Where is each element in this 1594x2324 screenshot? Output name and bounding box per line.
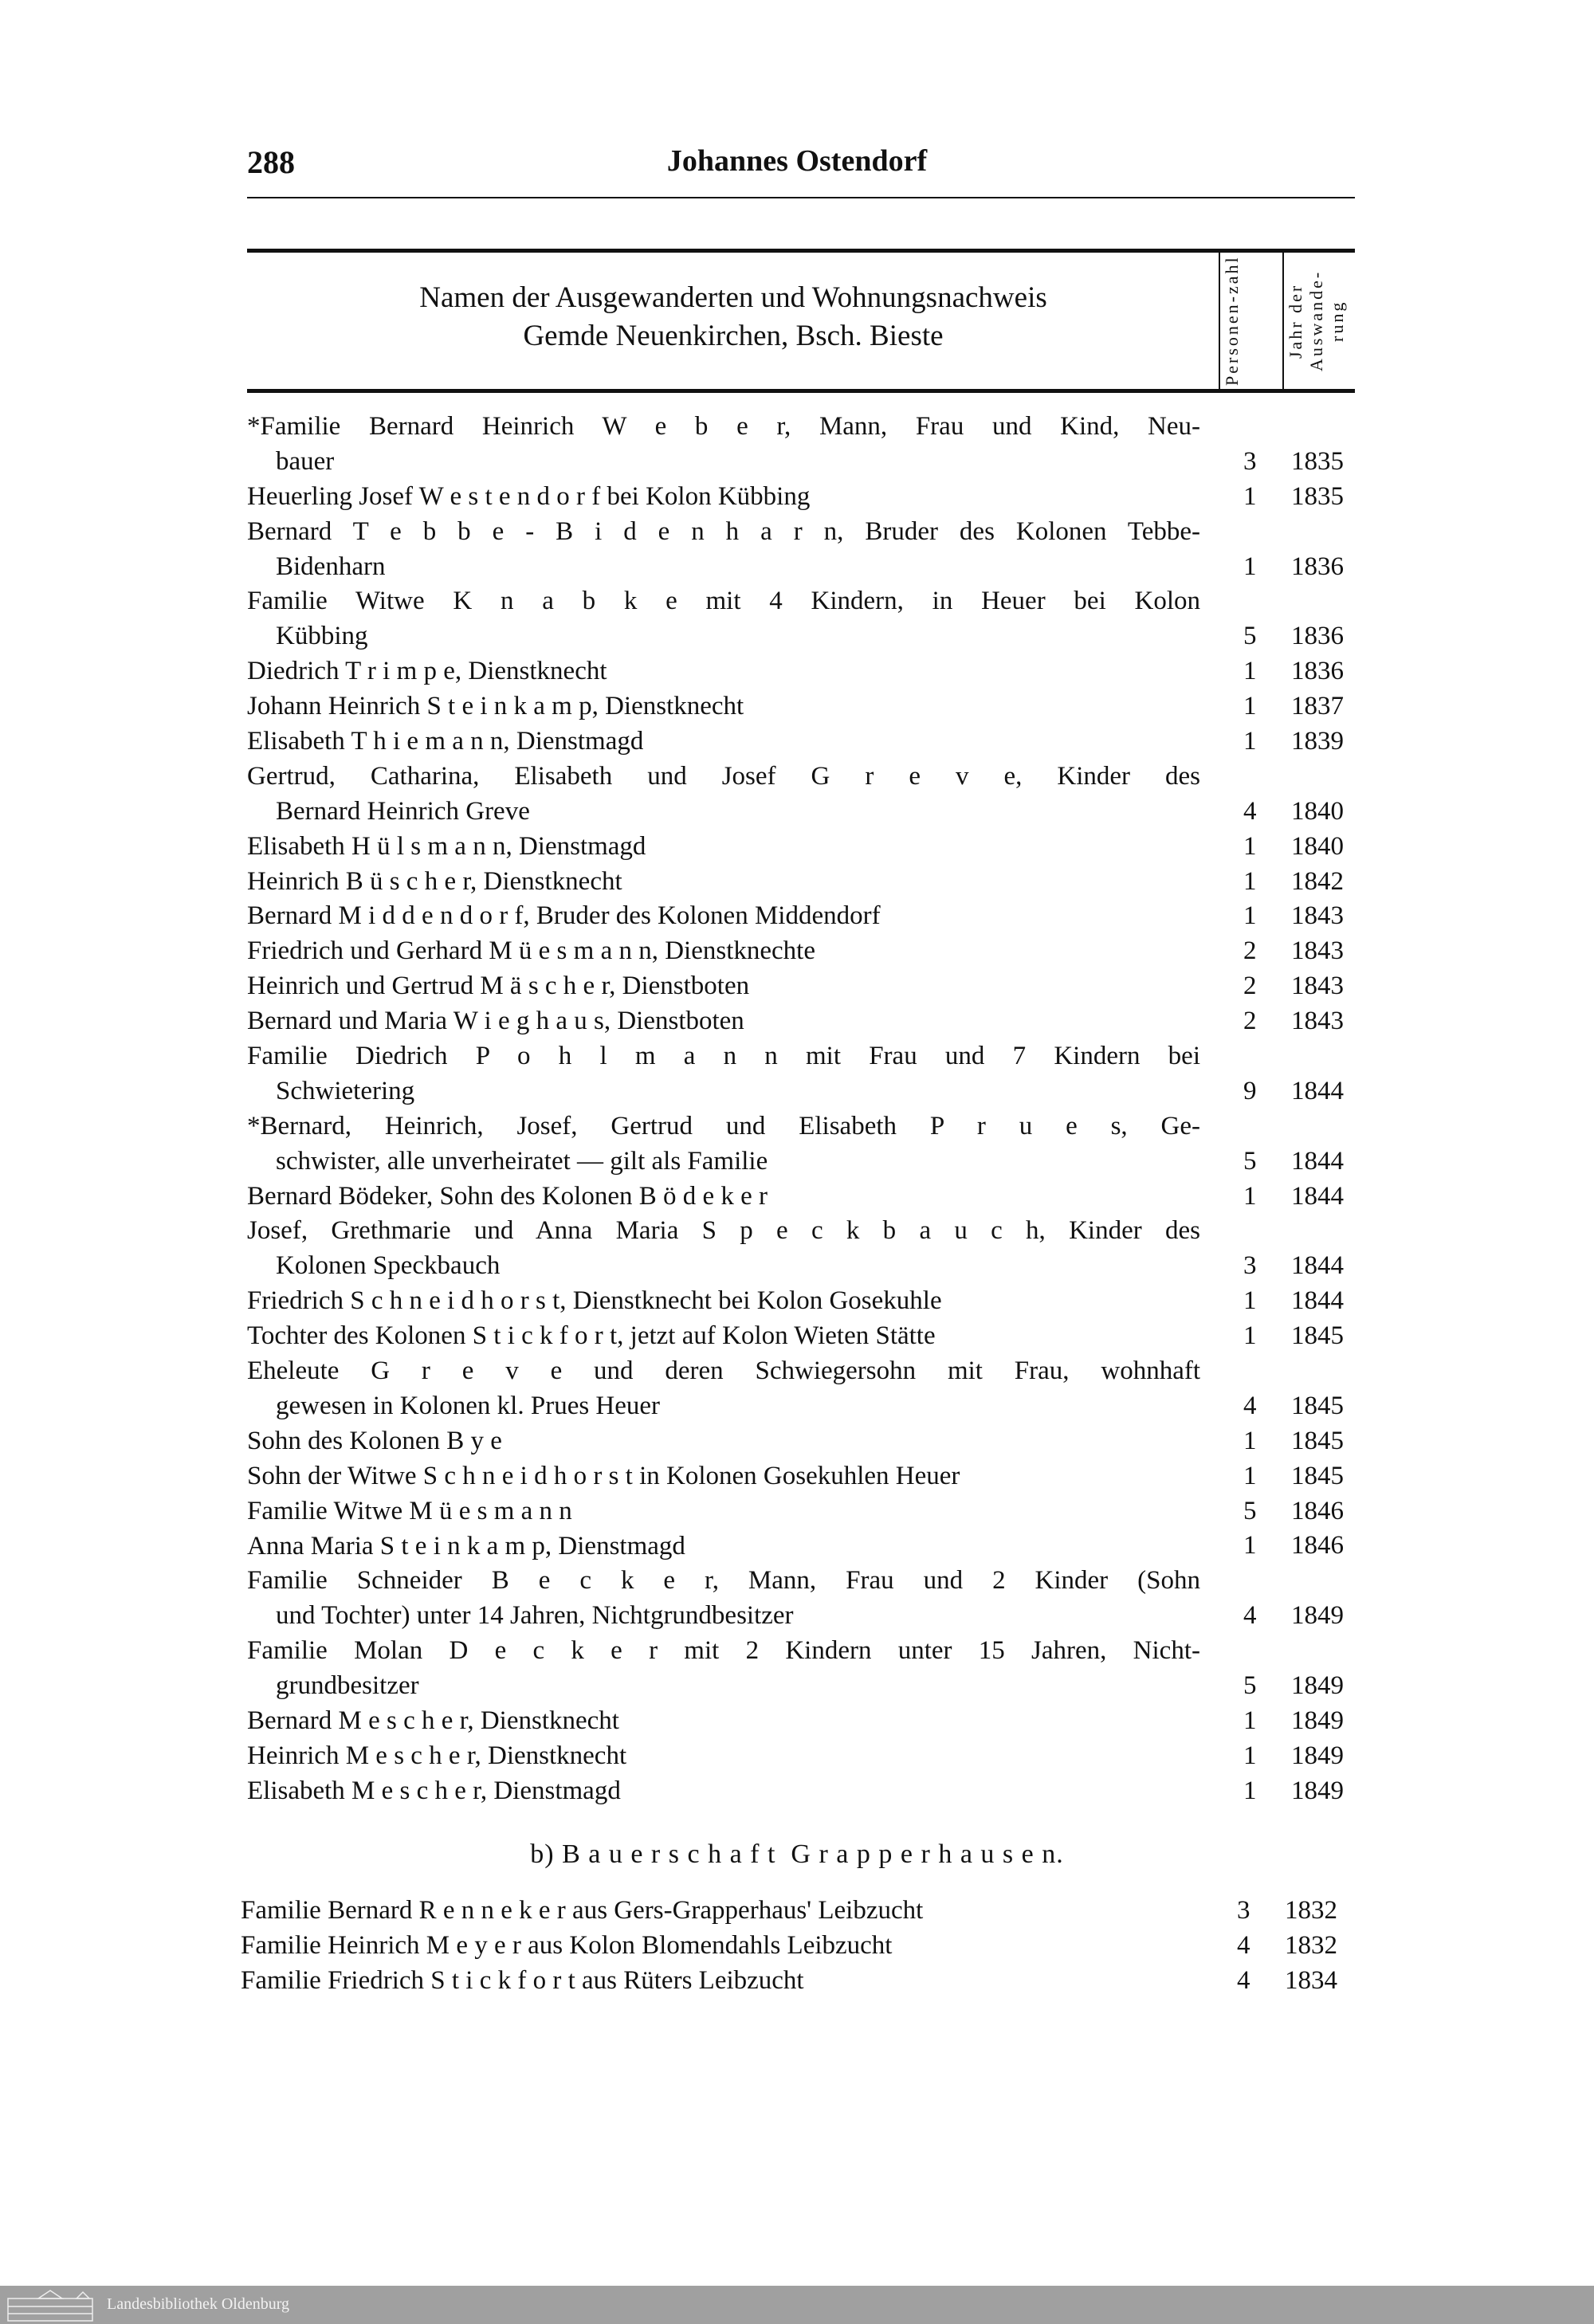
emigration-year: 1836 xyxy=(1291,552,1344,581)
person-count: 1 xyxy=(1243,481,1257,511)
person-count: 1 xyxy=(1243,1461,1257,1490)
emigration-year: 1844 xyxy=(1291,1286,1344,1316)
entry-text-line: Heinrich und Gertrud M ä s c h e r, Dienstboten xyxy=(247,972,750,1001)
entry-text-line: Familie Diedrich P o h l m a n n mit Frau und 7 Kindern bei xyxy=(247,1042,1200,1071)
header-rule xyxy=(247,197,1355,198)
emigration-year: 1845 xyxy=(1291,1426,1344,1455)
list-item xyxy=(241,1929,1356,1964)
list-item xyxy=(247,1529,1363,1564)
entry-text-line: Bernard Heinrich Greve xyxy=(276,796,530,826)
list-item xyxy=(247,1354,1363,1424)
entry-text-line: Heinrich M e s c h e r, Dienstknecht xyxy=(247,1741,627,1770)
person-count: 5 xyxy=(1243,622,1257,651)
entry-text-line: Friedrich und Gerhard M ü e s m a n n, Dienstknechte xyxy=(247,936,815,966)
list-item xyxy=(241,1964,1356,1999)
entry-text-line: Elisabeth M e s c h e r, Dienstmagd xyxy=(247,1776,621,1805)
page-number: 288 xyxy=(247,144,295,180)
entry-text-line: Familie Heinrich M e y e r aus Kolon Blomendahls Leibzucht xyxy=(241,1930,893,1960)
emigration-year: 1844 xyxy=(1291,1181,1344,1211)
entry-text-line: Bernard M e s c h e r, Dienstknecht xyxy=(247,1706,619,1735)
entry-text-line: Josef, Grethmarie und Anna Maria S p e c k b a u c h, Kinder des xyxy=(247,1216,1200,1246)
entry-text-line: Heinrich B ü s c h e r, Dienstknecht xyxy=(247,866,622,896)
list-item xyxy=(247,1039,1363,1109)
emigration-year: 1844 xyxy=(1291,1076,1344,1105)
emigration-year: 1845 xyxy=(1291,1391,1344,1420)
person-count: 1 xyxy=(1243,552,1257,581)
list-item xyxy=(247,410,1363,480)
entry-text-line: schwister, alle unverheiratet — gilt als Familie xyxy=(276,1146,768,1176)
person-count: 3 xyxy=(1243,446,1257,476)
emigration-year: 1845 xyxy=(1291,1321,1344,1351)
entry-text-line: Bidenharn xyxy=(276,552,386,581)
list-item xyxy=(247,830,1363,865)
list-item xyxy=(247,969,1363,1004)
emigration-year: 1832 xyxy=(1285,1930,1337,1960)
emigration-year: 1837 xyxy=(1291,692,1344,721)
table-top-rule xyxy=(247,249,1355,253)
list-item xyxy=(247,1284,1363,1319)
column-divider xyxy=(1282,253,1284,389)
list-item xyxy=(247,515,1363,585)
library-building-icon xyxy=(6,2289,94,2322)
list-item xyxy=(247,1774,1363,1809)
person-count: 5 xyxy=(1243,1671,1257,1701)
list-item xyxy=(247,724,1363,760)
list-item xyxy=(247,1180,1363,1215)
person-count: 1 xyxy=(1243,1286,1257,1316)
list-item xyxy=(247,654,1363,689)
emigration-year: 1840 xyxy=(1291,796,1344,826)
entry-text-line: Anna Maria S t e i n k a m p, Dienstmagd xyxy=(247,1531,685,1560)
person-count: 1 xyxy=(1243,831,1257,861)
person-count: 4 xyxy=(1237,1965,1250,1995)
list-item xyxy=(241,1894,1356,1929)
list-item xyxy=(247,899,1363,934)
entry-text-line: grundbesitzer xyxy=(276,1671,419,1701)
list-item xyxy=(247,1494,1363,1529)
person-count: 3 xyxy=(1243,1251,1257,1281)
person-count: 1 xyxy=(1243,1181,1257,1211)
list-item xyxy=(247,1634,1363,1704)
column-header-persons: Personen-zahl xyxy=(1222,255,1242,387)
entry-text-line: Diedrich T r i m p e, Dienstknecht xyxy=(247,657,607,686)
entry-text-line: Schwietering xyxy=(276,1076,415,1105)
person-count: 1 xyxy=(1243,692,1257,721)
list-item xyxy=(247,584,1363,654)
person-count: 4 xyxy=(1243,796,1257,826)
emigration-year: 1843 xyxy=(1291,936,1344,966)
table-title xyxy=(247,279,1219,355)
emigration-year: 1849 xyxy=(1291,1706,1344,1735)
person-count: 1 xyxy=(1243,901,1257,931)
list-item xyxy=(247,1564,1363,1634)
person-count: 1 xyxy=(1243,657,1257,686)
entry-text-line: Kolonen Speckbauch xyxy=(276,1251,501,1281)
emigration-year: 1835 xyxy=(1291,481,1344,511)
table-header-bottom-rule xyxy=(247,389,1355,393)
person-count: 5 xyxy=(1243,1146,1257,1176)
emigration-year: 1849 xyxy=(1291,1671,1344,1701)
entry-text-line: *Bernard, Heinrich, Josef, Gertrud und Elisabeth P r u e s, Ge- xyxy=(247,1111,1200,1140)
entry-text-line: Friedrich S c h n e i d h o r s t, Dienstknecht bei Kolon Gosekuhle xyxy=(247,1286,942,1316)
list-item xyxy=(247,1319,1363,1354)
person-count: 1 xyxy=(1243,866,1257,896)
entry-text-line: Familie Witwe M ü e s m a n n xyxy=(247,1496,572,1525)
entry-text-line: Elisabeth H ü l s m a n n, Dienstmagd xyxy=(247,831,646,861)
emigration-year: 1846 xyxy=(1291,1531,1344,1560)
person-count: 2 xyxy=(1243,972,1257,1001)
emigration-year: 1835 xyxy=(1291,446,1344,476)
entry-text-line: Heuerling Josef W e s t e n d o r f bei Kolon Kübbing xyxy=(247,481,811,511)
entry-text-line: Bernard Bödeker, Sohn des Kolonen B ö d e k e r xyxy=(247,1181,768,1211)
entry-text-line: Tochter des Kolonen S t i c k f o r t, jetzt auf Kolon Wieten Stätte xyxy=(247,1321,936,1351)
person-count: 4 xyxy=(1243,1391,1257,1420)
emigration-year: 1836 xyxy=(1291,657,1344,686)
emigration-year: 1846 xyxy=(1291,1496,1344,1525)
emigrant-list xyxy=(247,410,1363,1809)
entry-text-line: Familie Bernard R e n n e k e r aus Gers-Grapperhaus' Leibzucht xyxy=(241,1896,924,1925)
emigration-year: 1843 xyxy=(1291,1007,1344,1036)
table-title-line-2: Gemde Neuenkirchen, Bsch. Bieste xyxy=(523,320,944,352)
emigration-year: 1840 xyxy=(1291,831,1344,861)
footer-bar xyxy=(0,2286,1594,2324)
entry-text-line: Eheleute G r e v e und deren Schwiegersohn mit Frau, wohnhaft xyxy=(247,1356,1200,1386)
entry-text-line: gewesen in Kolonen kl. Prues Heuer xyxy=(276,1391,661,1420)
emigration-year: 1836 xyxy=(1291,622,1344,651)
person-count: 1 xyxy=(1243,1321,1257,1351)
entry-text-line: und Tochter) unter 14 Jahren, Nichtgrundbesitzer xyxy=(276,1601,794,1631)
person-count: 1 xyxy=(1243,727,1257,756)
list-item xyxy=(247,1214,1363,1284)
entry-text-line: Johann Heinrich S t e i n k a m p, Dienstknecht xyxy=(247,692,744,721)
list-item xyxy=(247,1109,1363,1180)
list-item xyxy=(247,480,1363,515)
emigration-year: 1849 xyxy=(1291,1601,1344,1631)
person-count: 2 xyxy=(1243,1007,1257,1036)
entry-text-line: Sohn des Kolonen B y e xyxy=(247,1426,502,1455)
emigration-year: 1844 xyxy=(1291,1251,1344,1281)
running-title: Johannes Ostendorf xyxy=(666,144,928,178)
person-count: 4 xyxy=(1237,1930,1250,1960)
person-count: 2 xyxy=(1243,936,1257,966)
emigration-year: 1849 xyxy=(1291,1741,1344,1770)
person-count: 3 xyxy=(1237,1895,1250,1925)
emigration-year: 1844 xyxy=(1291,1146,1344,1176)
list-item xyxy=(247,1424,1363,1459)
emigration-year: 1849 xyxy=(1291,1776,1344,1805)
entry-text-line: Familie Schneider B e c k e r, Mann, Frau und 2 Kinder (Sohn xyxy=(247,1566,1200,1596)
emigration-year: 1842 xyxy=(1291,866,1344,896)
list-item xyxy=(247,1704,1363,1739)
person-count: 4 xyxy=(1243,1601,1257,1631)
emigration-year: 1843 xyxy=(1291,901,1344,931)
entry-text-line: Bernard M i d d e n d o r f, Bruder des Kolonen Middendorf xyxy=(247,901,881,931)
column-header-year: Jahr der Auswande-rung xyxy=(1286,269,1347,372)
list-item xyxy=(247,1739,1363,1774)
list-item xyxy=(247,1004,1363,1039)
person-count: 1 xyxy=(1243,1426,1257,1455)
entry-text-line: Bernard und Maria W i e g h a u s, Dienstboten xyxy=(247,1007,744,1036)
library-name: Landesbibliothek Oldenburg xyxy=(107,2295,290,2313)
section-heading: b) B a u e r s c h a f t G r a p p e r h a u s e n. xyxy=(530,1839,1064,1869)
entry-text-line: Gertrud, Catharina, Elisabeth und Josef G r e v e, Kinder des xyxy=(247,761,1200,791)
person-count: 5 xyxy=(1243,1496,1257,1525)
emigrant-list-section-b xyxy=(241,1894,1356,1999)
person-count: 1 xyxy=(1243,1706,1257,1735)
list-item xyxy=(247,689,1363,724)
entry-text-line: *Familie Bernard Heinrich W e b e r, Mann, Frau und Kind, Neu- xyxy=(247,412,1200,441)
entry-text-line: Familie Friedrich S t i c k f o r t aus Rüters Leibzucht xyxy=(241,1965,804,1995)
emigration-year: 1839 xyxy=(1291,727,1344,756)
list-item xyxy=(247,1459,1363,1494)
table-title-line-1: Namen der Ausgewanderten und Wohnungsnachweis xyxy=(419,281,1047,314)
person-count: 9 xyxy=(1243,1076,1257,1105)
entry-text-line: bauer xyxy=(276,446,335,476)
list-item xyxy=(247,865,1363,900)
emigration-year: 1832 xyxy=(1285,1895,1337,1925)
entry-text-line: Sohn der Witwe S c h n e i d h o r s t in Kolonen Gosekuhlen Heuer xyxy=(247,1461,960,1490)
entry-text-line: Familie Molan D e c k e r mit 2 Kindern unter 15 Jahren, Nicht- xyxy=(247,1636,1200,1666)
entry-text-line: Kübbing xyxy=(276,622,368,651)
list-item xyxy=(247,934,1363,969)
entry-text-line: Familie Witwe K n a b k e mit 4 Kindern, in Heuer bei Kolon xyxy=(247,587,1200,616)
entry-text-line: Bernard T e b b e - B i d e n h a r n, Bruder des Kolonen Tebbe- xyxy=(247,516,1200,546)
person-count: 1 xyxy=(1243,1741,1257,1770)
person-count: 1 xyxy=(1243,1531,1257,1560)
emigration-year: 1834 xyxy=(1285,1965,1337,1995)
emigration-year: 1843 xyxy=(1291,972,1344,1001)
list-item xyxy=(247,760,1363,830)
entry-text-line: Elisabeth T h i e m a n n, Dienstmagd xyxy=(247,727,644,756)
person-count: 1 xyxy=(1243,1776,1257,1805)
emigration-year: 1845 xyxy=(1291,1461,1344,1490)
